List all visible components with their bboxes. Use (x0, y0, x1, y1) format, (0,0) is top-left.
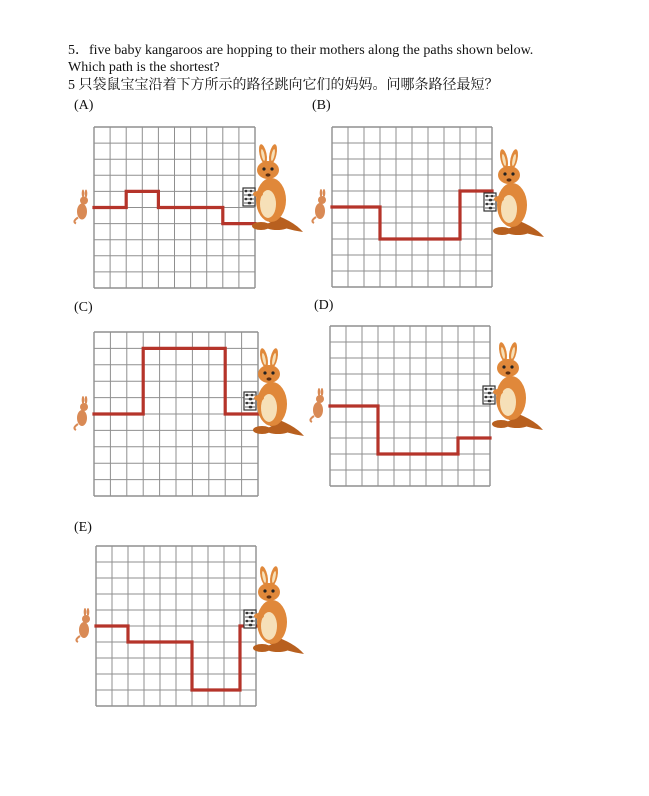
question-line-1: 5．five baby kangaroos are hopping to their mothers along the paths shown below. (68, 43, 534, 58)
question-line-3: 5 只袋鼠宝宝沿着下方所示的路径跳向它们的妈妈。问哪条路径最短？ (68, 78, 499, 93)
option-a-label: (A) (74, 98, 94, 113)
option-b-label: (B) (312, 98, 331, 113)
grid-figure (72, 536, 312, 710)
question-line-2: Which path is the shortest? (68, 60, 220, 75)
mother-kangaroo-icon (244, 565, 304, 654)
option-a-panel[interactable] (72, 115, 312, 292)
abacus-icon (484, 193, 496, 211)
baby-kangaroo-icon (312, 189, 326, 223)
option-b-panel[interactable] (310, 115, 550, 291)
option-c-panel[interactable] (72, 318, 312, 500)
baby-kangaroo-icon (76, 608, 90, 642)
option-e-label: (E) (74, 520, 92, 535)
abacus-icon (244, 610, 256, 628)
mother-kangaroo-icon (243, 143, 303, 232)
mother-kangaroo-icon (484, 148, 544, 237)
baby-kangaroo-icon (310, 388, 324, 422)
abacus-icon (244, 392, 256, 410)
option-d-label: (D) (314, 298, 334, 313)
grid-figure (72, 318, 312, 500)
option-d-panel[interactable] (310, 314, 550, 490)
abacus-icon (243, 188, 255, 206)
option-c-label: (C) (74, 300, 93, 315)
abacus-icon (483, 386, 495, 404)
mother-kangaroo-icon (483, 341, 543, 430)
baby-kangaroo-icon (74, 190, 88, 224)
baby-kangaroo-icon (74, 396, 88, 430)
grid-figure (72, 115, 312, 292)
grid-figure (310, 115, 550, 291)
option-e-panel[interactable] (72, 536, 312, 710)
mother-kangaroo-icon (244, 347, 304, 436)
grid-figure (310, 314, 550, 490)
